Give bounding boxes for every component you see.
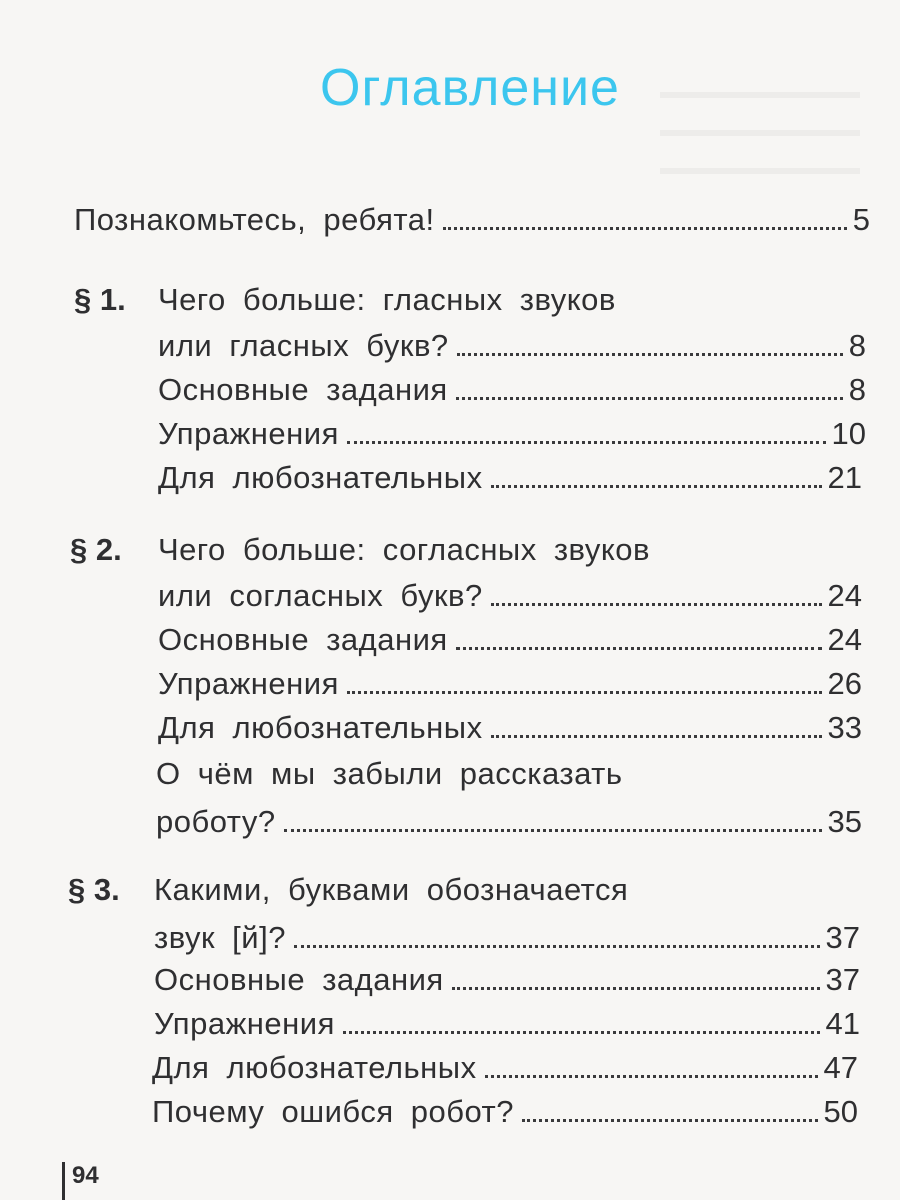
dot-leader: [491, 735, 822, 738]
dot-leader: [522, 1119, 818, 1122]
section-number: § 1.: [74, 282, 126, 317]
toc-page-number: 50: [823, 1094, 858, 1129]
section-heading-line: Чего больше: гласных звуков: [158, 282, 616, 317]
toc-entry-label: Для любознательных: [158, 710, 483, 745]
toc-page-number: 37: [825, 920, 860, 955]
toc-entry-intro[interactable]: [74, 202, 870, 238]
toc-page-number: 5: [852, 202, 870, 237]
section-number: § 3.: [68, 872, 120, 907]
dot-leader: [491, 603, 822, 606]
dot-leader: [443, 227, 847, 230]
toc-entry[interactable]: [158, 710, 862, 746]
toc-page-number: 35: [827, 804, 862, 839]
toc-entry-label: Почему ошибся робот?: [152, 1094, 514, 1129]
toc-entry-label: Упражнения: [158, 666, 339, 701]
toc-entry-label: или согласных букв?: [158, 578, 483, 613]
section-number: § 2.: [70, 532, 122, 567]
section-heading-line: Чего больше: согласных звуков: [158, 532, 650, 567]
toc-entry[interactable]: [158, 666, 862, 702]
dot-leader: [456, 647, 822, 650]
toc-entry-label: Для любознательных: [158, 460, 483, 495]
toc-entry-label: Для любознательных: [152, 1050, 477, 1085]
dot-leader: [343, 1031, 820, 1034]
toc-page-number: 24: [827, 578, 862, 613]
toc-page-number: 37: [825, 962, 860, 997]
toc-page-number: 21: [827, 460, 862, 495]
toc-entry[interactable]: [158, 328, 866, 364]
toc-page-number: 8: [848, 372, 866, 407]
dot-leader: [347, 691, 822, 694]
toc-entry[interactable]: [156, 804, 862, 840]
page-number-rule: [62, 1162, 65, 1200]
toc-entry[interactable]: [154, 1006, 860, 1042]
toc-entry[interactable]: [154, 920, 860, 956]
toc-entry[interactable]: [152, 1094, 858, 1130]
toc-entry[interactable]: [152, 1050, 858, 1086]
toc-entry-label: звук [й]?: [154, 920, 286, 955]
toc-entry[interactable]: [158, 416, 866, 452]
toc-page-number: 33: [827, 710, 862, 745]
toc-entry-label: Основные задания: [158, 622, 448, 657]
section-heading-line: Какими, буквами обозначается: [154, 872, 629, 907]
toc-entry[interactable]: [154, 962, 860, 998]
dot-leader: [485, 1075, 818, 1078]
dot-leader: [294, 945, 820, 948]
toc-page-number: 26: [827, 666, 862, 701]
toc-entry[interactable]: [158, 372, 866, 408]
toc-page-number: 41: [825, 1006, 860, 1041]
toc-entry[interactable]: [158, 622, 862, 658]
page-title: Оглавление: [320, 59, 620, 117]
toc-entry-label: Познакомьтесь, ребята!: [74, 202, 435, 237]
dot-leader: [452, 987, 820, 990]
toc-entry[interactable]: [158, 578, 862, 614]
page-number: 94: [72, 1162, 99, 1189]
toc-page-number: 47: [823, 1050, 858, 1085]
toc-entry-label: Основные задания: [158, 372, 448, 407]
dot-leader: [347, 441, 826, 444]
dot-leader: [456, 397, 843, 400]
toc-entry-line: О чём мы забыли рассказать: [156, 756, 623, 791]
dot-leader: [284, 829, 822, 832]
toc-entry-label: Упражнения: [154, 1006, 335, 1041]
dot-leader: [457, 353, 843, 356]
toc-entry-label: роботу?: [156, 804, 276, 839]
toc-entry-label: Упражнения: [158, 416, 339, 451]
dot-leader: [491, 485, 822, 488]
toc-page-number: 24: [827, 622, 862, 657]
toc-entry[interactable]: [158, 460, 862, 496]
toc-entry-label: или гласных букв?: [158, 328, 449, 363]
toc-entry-label: Основные задания: [154, 962, 444, 997]
toc-page-number: 8: [848, 328, 866, 363]
toc-page-number: 10: [831, 416, 866, 451]
